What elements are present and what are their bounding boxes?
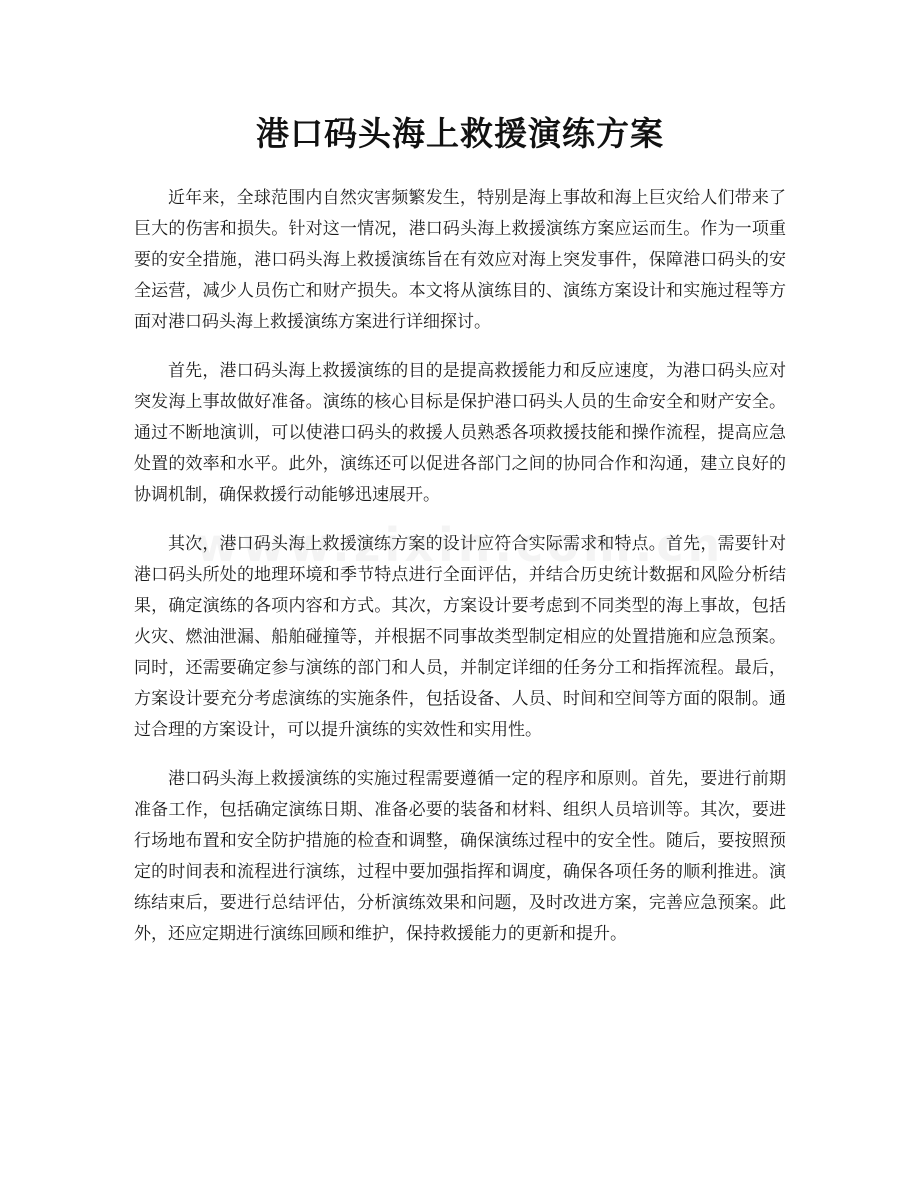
paragraph-implementation: 港口码头海上救援演练的实施过程需要遵循一定的程序和原则。首先，要进行前期准备工作，包括确定演练日期、准备必要的装备和材料、组织人员培训等。其次，要进行场地布置和安全防护措施的检查和调整，确保演练过程中的安全性。随后，要按照预定的时间表和流程进行演练，过程中要加强指挥和调度，确保各项任务的顺利推进。演练结束后，要进行总结评估，分析演练效果和问题，及时改进方案，完善应急预案。此外，还应定期进行演练回顾和维护，保持救援能力的更新和提升。 bbox=[134, 769, 786, 944]
paragraph-purpose: 首先，港口码头海上救援演练的目的是提高救援能力和反应速度，为港口码头应对突发海上事故做好准备。演练的核心目标是保护港口码头人员的生命安全和财产安全。通过不断地演训，可以使港口码头的救援人员熟悉各项救援技能和操作流程，提高应急处置的效率和水平。此外，演练还可以促进各部门之间的协同合作和沟通，建立良好的协调机制，确保救援行动能够迅速展开。 bbox=[134, 361, 786, 505]
page-title: 港口码头海上救援演练方案 bbox=[256, 114, 664, 153]
paragraph-design: 其次，港口码头海上救援演练方案的设计应符合实际需求和特点。首先，需要针对港口码头所处的地理环境和季节特点进行全面评估，并结合历史统计数据和风险分析结果，确定演练的各项内容和方式。其次，方案设计要考虑到不同类型的海上事故，包括火灾、燃油泄漏、船舶碰撞等，并根据不同事故类型制定相应的处置措施和应急预案。同时，还需要确定参与演练的部门和人员，并制定详细的任务分工和指挥流程。最后，方案设计要充分考虑演练的实施条件，包括设备、人员、时间和空间等方面的限制。通过合理的方案设计，可以提升演练的实效性和实用性。 bbox=[134, 534, 786, 740]
document-body bbox=[134, 183, 786, 968]
paragraph-intro: 近年来，全球范围内自然灾害频繁发生，特别是海上事故和海上巨灾给人们带来了巨大的伤害和损失。针对这一情况，港口码头海上救援演练方案应运而生。作为一项重要的安全措施，港口码头海上救援演练旨在有效应对海上突发事件，保障港口码头的安全运营，减少人员伤亡和财产损失。本文将从演练目的、演练方案设计和实施过程等方面对港口码头海上救援演练方案进行详细探讨。 bbox=[134, 188, 786, 332]
